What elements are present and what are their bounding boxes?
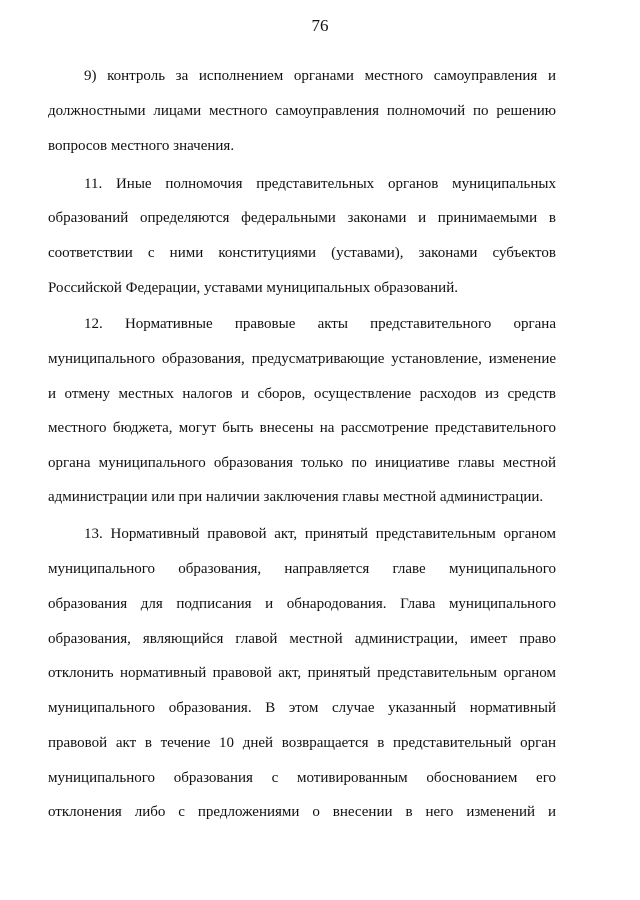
paragraph-13-line: 13. Нормативный правовой акт, принятый представительным органом (84, 526, 556, 542)
paragraph-12-line: 12. Нормативные правовые акты представительного органа (84, 316, 556, 332)
page-number: 76 (311, 16, 329, 35)
paragraph-13-line: отклонения либо с предложениями о внесении в него изменений и (48, 804, 556, 820)
paragraph-11-line: образований определяются федеральными законами и принимаемыми в (48, 210, 556, 226)
paragraph-12-line: органа муниципального образования только по инициативе главы местной (48, 455, 556, 471)
paragraph-13-line: образования для подписания и обнародования. Глава муниципального (48, 596, 556, 612)
paragraph-12-line: администрации или при наличии заключения главы местной администрации. (48, 489, 544, 505)
paragraph-11-line: соответствии с ними конституциями (уставами), законами субъектов (48, 245, 556, 261)
paragraph-item-9-line: вопросов местного значения. (48, 138, 235, 154)
paragraph-12-line: и отмену местных налогов и сборов, осуществление расходов из средств (48, 386, 556, 402)
paragraph-13-line: муниципального образования. В этом случае указанный нормативный (48, 700, 556, 716)
paragraph-item-9-line: должностными лицами местного самоуправления полномочий по решению (48, 103, 556, 119)
paragraph-12-line: муниципального образования, предусматривающие установление, изменение (48, 351, 556, 367)
paragraph-13-line: муниципального образования с мотивированным обоснованием его (48, 770, 556, 786)
paragraph-11-line: 11. Иные полномочия представительных органов муниципальных (84, 176, 556, 192)
paragraph-item-9-line: 9) контроль за исполнением органами местного самоуправления и (84, 68, 556, 84)
paragraph-13-line: правовой акт в течение 10 дней возвращается в представительный орган (48, 735, 556, 751)
paragraph-13-line: отклонить нормативный правовой акт, принятый представительным органом (48, 665, 556, 681)
paragraph-11-line: Российской Федерации, уставами муниципальных образований. (48, 280, 458, 296)
paragraph-13-line: образования, являющийся главой местной администрации, имеет право (48, 631, 556, 647)
paragraph-12-line: местного бюджета, могут быть внесены на рассмотрение представительного (48, 420, 556, 436)
paragraph-13-line: муниципального образования, направляется главе муниципального (48, 561, 556, 577)
